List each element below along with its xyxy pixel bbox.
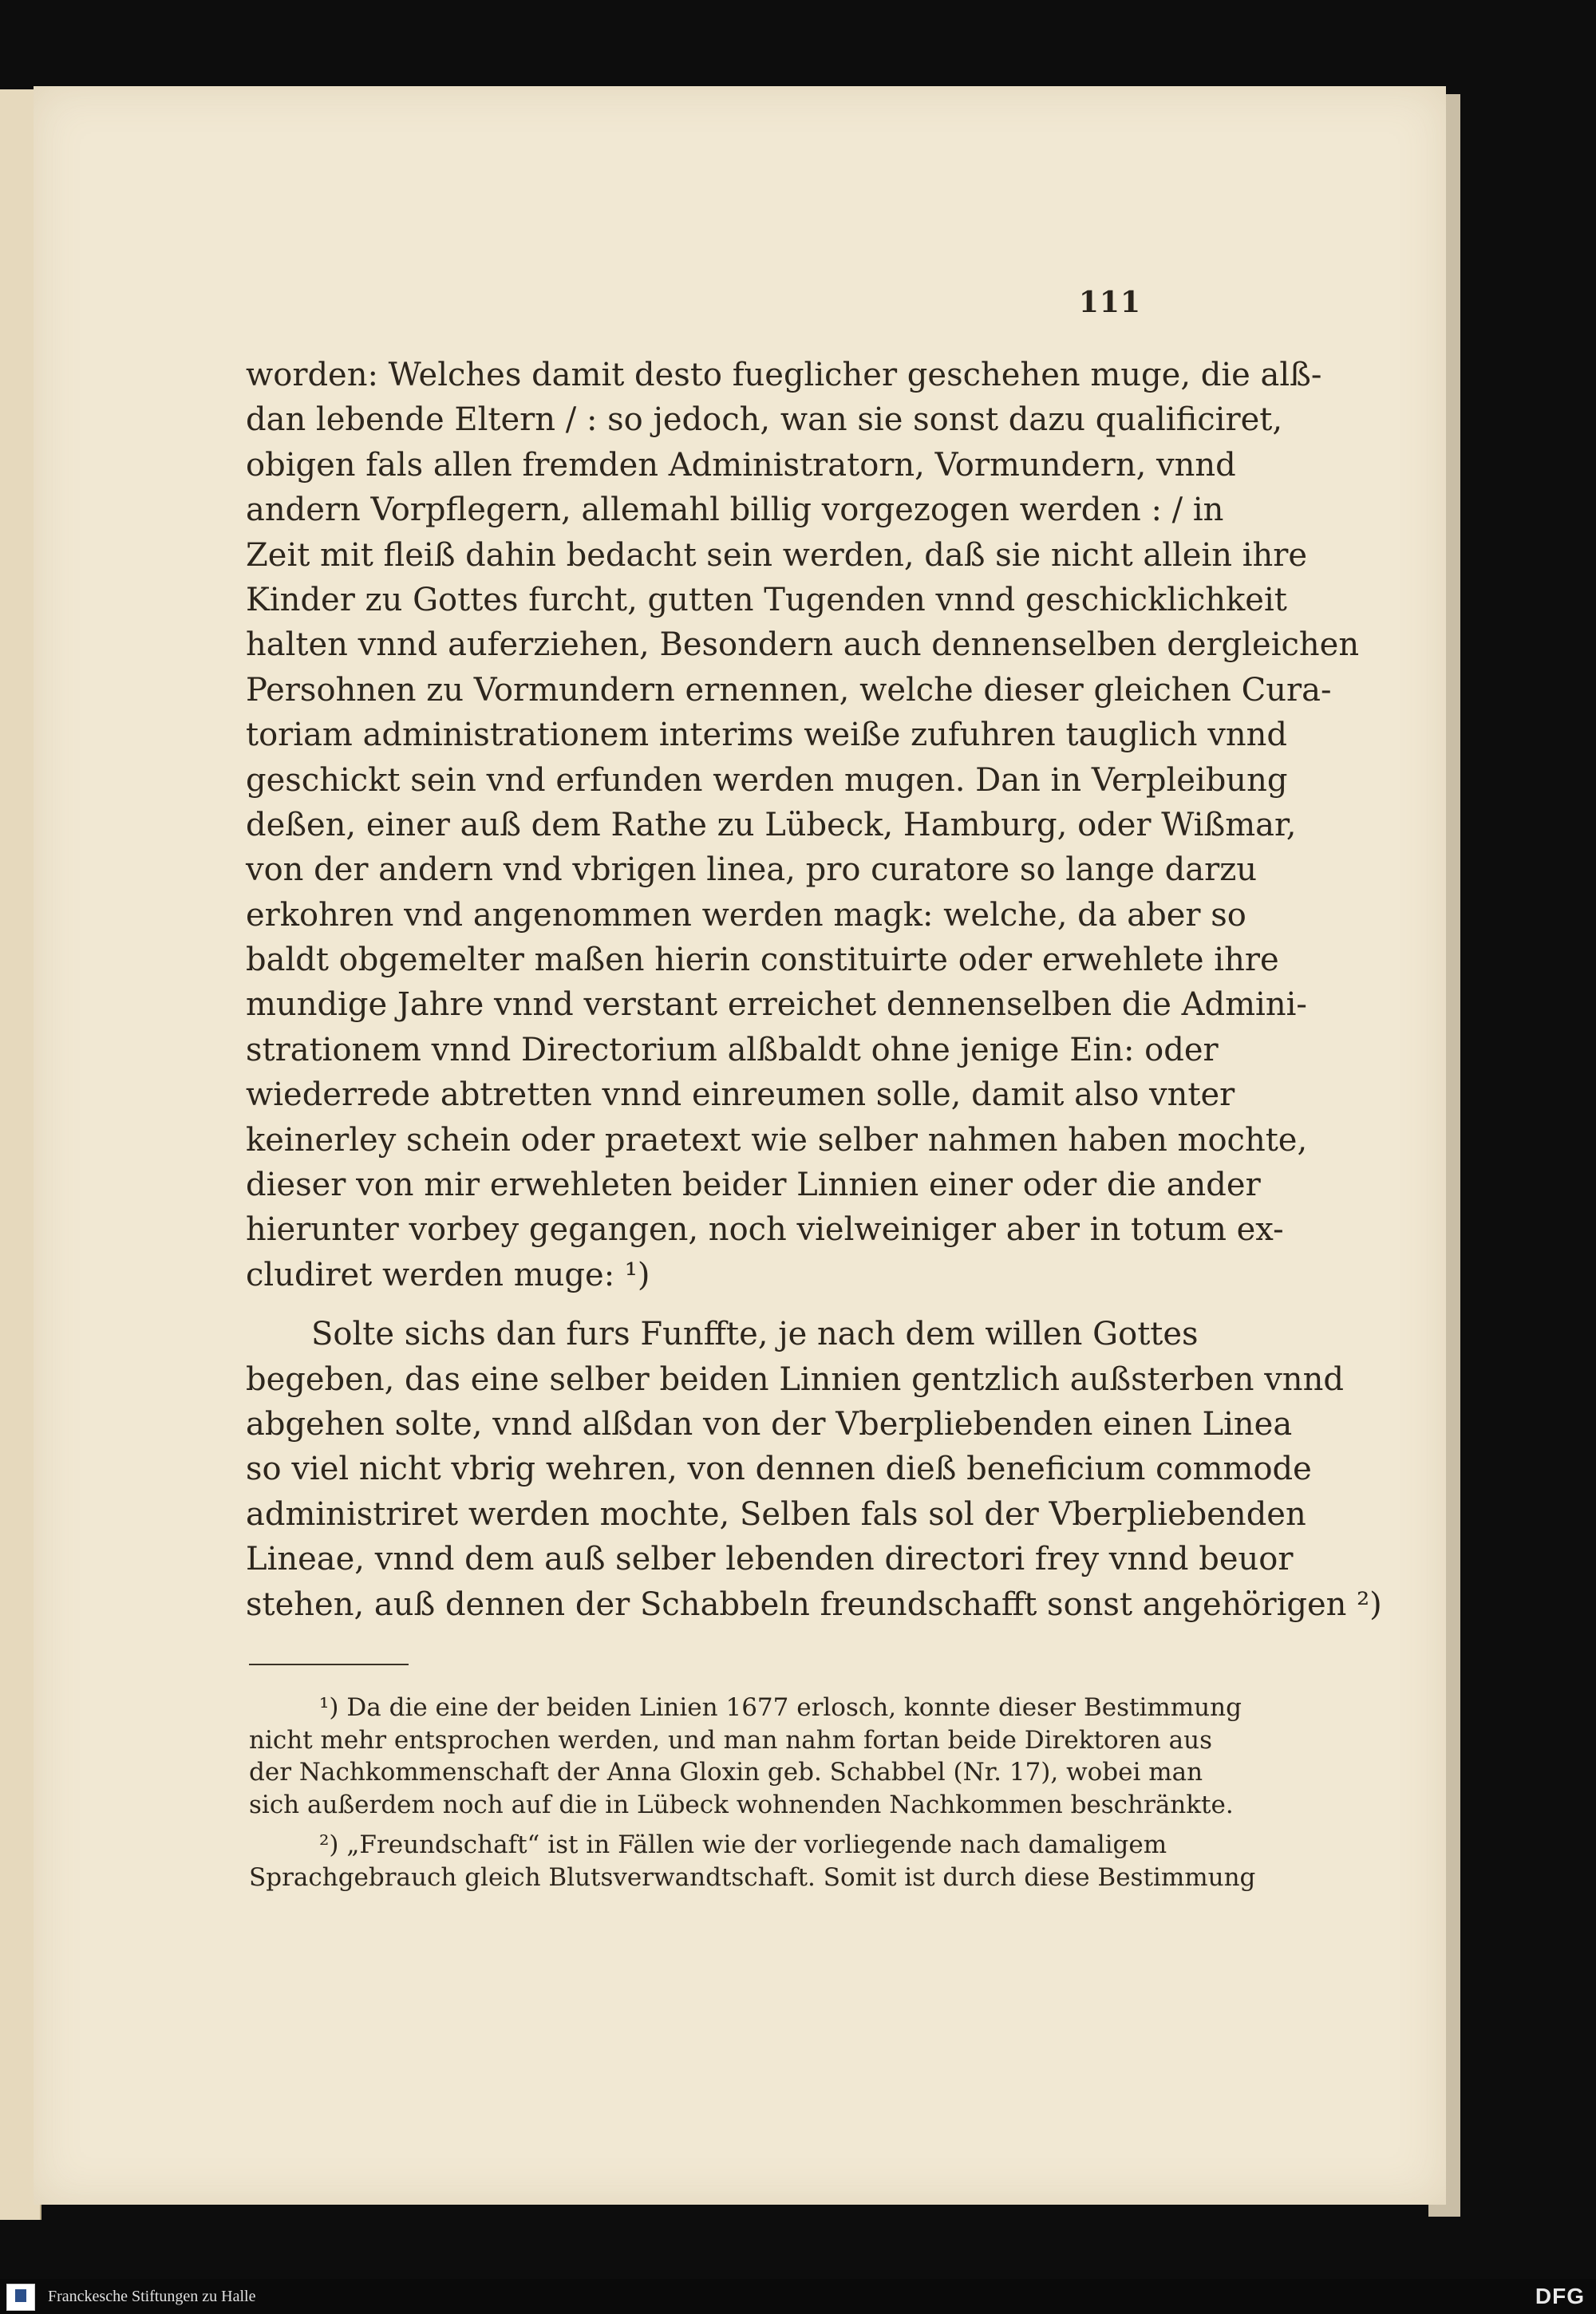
text-line: Lineae, vnnd dem auß selber lebenden directori frey vnnd beuor	[246, 1541, 1294, 1578]
viewer-footer	[0, 2279, 1596, 2314]
institution-name: Franckesche Stiftungen zu Halle	[48, 2288, 256, 2305]
text-line: strationem vnnd Directorium alßbaldt ohne jenige Ein: oder	[246, 1031, 1219, 1068]
text-line: obigen fals allen fremden Administratorn, Vormundern, vnnd	[246, 446, 1236, 484]
text-line: toriam administrationem interims weiße zufuhren tauglich vnnd	[246, 717, 1287, 754]
text-line: administriret werden mochte, Selben fals sol der Vberpliebenden	[246, 1495, 1306, 1533]
footnote-line: sich außerdem noch auf die in Lübeck wohnenden Nachkommen beschränkte.	[249, 1790, 1234, 1819]
text-line: Kinder zu Gottes furcht, gutten Tugenden vnnd geschicklichkeit	[246, 581, 1287, 618]
institution-logo-icon	[6, 2284, 35, 2311]
text-line: Zeit mit fleiß dahin bedacht sein werden, daß sie nicht allein ihre	[246, 536, 1308, 574]
text-line: keinerley schein oder praetext wie selber nahmen haben mochte,	[246, 1121, 1308, 1159]
text-line: abgehen solte, vnnd alßdan von der Vberpliebenden einen Linea	[246, 1405, 1293, 1443]
text-line: mundige Jahre vnnd verstant erreichet dennenselben die Admini-	[246, 986, 1307, 1024]
text-line: baldt obgemelter maßen hierin constituirte oder erwehlete ihre	[246, 942, 1279, 979]
footnotes	[249, 1692, 1256, 1893]
text-line: so viel nicht vbrig wehren, von dennen dieß beneficium commode	[246, 1451, 1312, 1488]
footnote-line: der Nachkommenschaft der Anna Gloxin geb. Schabbel (Nr. 17), wobei man	[249, 1758, 1203, 1787]
text-line: stehen, auß dennen der Schabbeln freundschafft sonst angehörigen ²)	[246, 1585, 1382, 1623]
text-line: cludiret werden muge: ¹)	[246, 1256, 650, 1293]
text-line: hierunter vorbey gegangen, noch vielweiniger aber in totum ex-	[246, 1211, 1284, 1249]
text-line: dieser von mir erwehleten beider Linnien einer oder die ander	[246, 1167, 1261, 1204]
text-line: wiederrede abtretten vnnd einreumen solle, damit also vnter	[246, 1076, 1235, 1114]
text-line: halten vnnd auferziehen, Besondern auch dennenselben dergleichen	[246, 626, 1360, 664]
text-line: Persohnen zu Vormundern ernennen, welche dieser gleichen Cura-	[246, 671, 1332, 709]
text-line: von der andern vnd vbrigen linea, pro curatore so lange darzu	[246, 851, 1258, 889]
dfg-logo: DFG	[1535, 2284, 1585, 2308]
text-line: dan lebende Eltern / : so jedoch, wan sie sonst dazu qualificiret,	[246, 401, 1283, 439]
footnote-line: Sprachgebrauch gleich Blutsverwandtschaft. Somit ist durch diese Bestimmung	[249, 1862, 1256, 1892]
text-line: andern Vorpflegern, allemahl billig vorgezogen werden : / in	[246, 492, 1224, 529]
footnote-line: ¹) Da die eine der beiden Linien 1677 erlosch, konnte dieser Bestimmung	[319, 1693, 1242, 1722]
text-line: worden: Welches damit desto fueglicher geschehen muge, die alß-	[246, 357, 1322, 393]
main-text-block	[246, 353, 1382, 1627]
footnote-separator	[249, 1664, 409, 1665]
text-line: geschickt sein vnd erfunden werden mugen. Dan in Verpleibung	[246, 761, 1288, 799]
text-line: begeben, das eine selber beiden Linnien gentzlich außsterben vnnd	[246, 1360, 1344, 1398]
page-number: 111	[1078, 286, 1141, 319]
text-line: deßen, einer auß dem Rathe zu Lübeck, Hamburg, oder Wißmar,	[246, 806, 1297, 843]
text-line: erkohren vnd angenommen werden magk: welche, da aber so	[246, 896, 1246, 934]
text-line: Solte sichs dan furs Funffte, je nach dem willen Gottes	[311, 1316, 1199, 1353]
footnote-line: ²) „Freundschaft“ ist in Fällen wie der vorliegende nach damaligem	[319, 1830, 1167, 1859]
footnote-line: nicht mehr entsprochen werden, und man nahm fortan beide Direktoren aus	[249, 1725, 1212, 1755]
